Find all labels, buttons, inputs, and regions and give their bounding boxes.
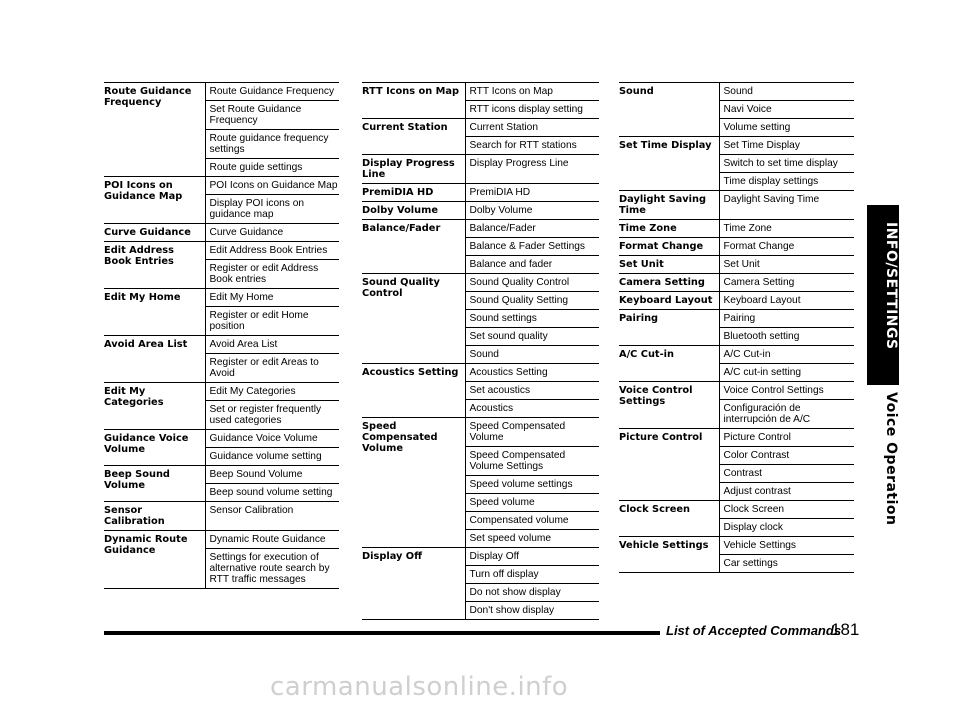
command-phrase: Sound: [719, 83, 854, 101]
command-phrase: Avoid Area List: [205, 336, 339, 354]
command-name: Edit My Categories: [104, 383, 205, 430]
command-row: [104, 224, 339, 242]
command-phrase: Clock Screen: [719, 501, 854, 519]
command-phrase: Contrast: [719, 465, 854, 483]
command-phrase: Sound Quality Setting: [465, 292, 599, 310]
command-name: Camera Setting: [619, 274, 719, 292]
command-phrase: Switch to set time display: [719, 155, 854, 173]
command-phrase: Color Contrast: [719, 447, 854, 465]
command-row: [362, 418, 599, 447]
command-name: Clock Screen: [619, 501, 719, 537]
command-row: [104, 83, 339, 101]
command-phrase: Keyboard Layout: [719, 292, 854, 310]
command-name: Vehicle Settings: [619, 537, 719, 573]
command-row: [619, 346, 854, 364]
command-phrase: Balance & Fader Settings: [465, 238, 599, 256]
command-name: Dolby Volume: [362, 202, 465, 220]
command-row: [619, 429, 854, 447]
command-phrase: Time display settings: [719, 173, 854, 191]
command-column-2: [362, 82, 599, 620]
section-tab-label-voice-operation: Voice Operation: [883, 392, 899, 526]
command-row: [104, 177, 339, 195]
command-row: [362, 202, 599, 220]
command-phrase: Edit My Home: [205, 289, 339, 307]
command-phrase: Guidance volume setting: [205, 448, 339, 466]
command-phrase: Picture Control: [719, 429, 854, 447]
command-name: Beep Sound Volume: [104, 466, 205, 502]
command-phrase: A/C cut-in setting: [719, 364, 854, 382]
command-phrase: Route Guidance Frequency: [205, 83, 339, 101]
command-phrase: Do not show display: [465, 584, 599, 602]
command-phrase: RTT Icons on Map: [465, 83, 599, 101]
command-table: [619, 82, 854, 573]
command-phrase: Format Change: [719, 238, 854, 256]
command-table: [362, 82, 599, 620]
command-phrase: Search for RTT stations: [465, 137, 599, 155]
command-name: Edit My Home: [104, 289, 205, 336]
command-phrase: Navi Voice: [719, 101, 854, 119]
command-name: Set Unit: [619, 256, 719, 274]
command-row: [104, 336, 339, 354]
command-phrase: Curve Guidance: [205, 224, 339, 242]
command-name: Edit Address Book Entries: [104, 242, 205, 289]
command-phrase: Current Station: [465, 119, 599, 137]
command-table: [104, 82, 339, 589]
command-name: POI Icons on Guidance Map: [104, 177, 205, 224]
command-phrase: Acoustics Setting: [465, 364, 599, 382]
command-row: [619, 501, 854, 519]
command-phrase: Set Unit: [719, 256, 854, 274]
command-name: Speed Compensated Volume: [362, 418, 465, 548]
command-phrase: Configuración de interrupción de A/C: [719, 400, 854, 429]
command-phrase: Compensated volume: [465, 512, 599, 530]
command-phrase: Turn off display: [465, 566, 599, 584]
command-phrase: Display POI icons on guidance map: [205, 195, 339, 224]
command-phrase: Register or edit Home position: [205, 307, 339, 336]
command-row: [619, 292, 854, 310]
command-phrase: Speed volume settings: [465, 476, 599, 494]
command-name: PremiDIA HD: [362, 184, 465, 202]
command-phrase: Beep sound volume setting: [205, 484, 339, 502]
command-phrase: Vehicle Settings: [719, 537, 854, 555]
command-row: [619, 83, 854, 101]
command-name: Sound Quality Control: [362, 274, 465, 364]
command-row: [619, 256, 854, 274]
command-phrase: Dolby Volume: [465, 202, 599, 220]
command-row: [362, 220, 599, 238]
command-name: Time Zone: [619, 220, 719, 238]
command-phrase: Adjust contrast: [719, 483, 854, 501]
command-name: Dynamic Route Guidance: [104, 531, 205, 589]
footer-rule: [104, 631, 660, 635]
command-row: [619, 191, 854, 220]
command-row: [362, 274, 599, 292]
command-row: [362, 184, 599, 202]
command-row: [619, 137, 854, 155]
command-phrase: Set acoustics: [465, 382, 599, 400]
command-row: [362, 119, 599, 137]
command-phrase: Balance/Fader: [465, 220, 599, 238]
command-phrase: Set Time Display: [719, 137, 854, 155]
command-row: [104, 502, 339, 531]
command-name: Acoustics Setting: [362, 364, 465, 418]
command-phrase: POI Icons on Guidance Map: [205, 177, 339, 195]
command-phrase: Pairing: [719, 310, 854, 328]
command-phrase: Set speed volume: [465, 530, 599, 548]
command-phrase: Register or edit Address Book entries: [205, 260, 339, 289]
command-row: [104, 430, 339, 448]
command-name: Balance/Fader: [362, 220, 465, 274]
command-phrase: Bluetooth setting: [719, 328, 854, 346]
command-row: [104, 466, 339, 484]
command-name: A/C Cut-in: [619, 346, 719, 382]
command-phrase: Sound Quality Control: [465, 274, 599, 292]
command-phrase: A/C Cut-in: [719, 346, 854, 364]
command-phrase: Volume setting: [719, 119, 854, 137]
command-row: [619, 238, 854, 256]
command-phrase: Balance and fader: [465, 256, 599, 274]
command-phrase: Don't show display: [465, 602, 599, 620]
command-phrase: Speed Compensated Volume Settings: [465, 447, 599, 476]
command-phrase: Speed volume: [465, 494, 599, 512]
command-phrase: Settings for execution of alternative route search by RTT traffic messages: [205, 549, 339, 589]
command-row: [362, 155, 599, 184]
command-name: Avoid Area List: [104, 336, 205, 383]
command-phrase: Acoustics: [465, 400, 599, 418]
command-name: Keyboard Layout: [619, 292, 719, 310]
command-phrase: Camera Setting: [719, 274, 854, 292]
command-row: [619, 220, 854, 238]
section-tab-label-info-settings: INFO/SETTINGS: [883, 222, 899, 350]
command-name: Pairing: [619, 310, 719, 346]
command-phrase: Edit My Categories: [205, 383, 339, 401]
command-phrase: Sound settings: [465, 310, 599, 328]
command-phrase: Sensor Calibration: [205, 502, 339, 531]
command-phrase: Route guidance frequency settings: [205, 130, 339, 159]
command-name: Set Time Display: [619, 137, 719, 191]
command-phrase: Sound: [465, 346, 599, 364]
command-phrase: Display clock: [719, 519, 854, 537]
command-row: [362, 548, 599, 566]
command-phrase: Car settings: [719, 555, 854, 573]
command-phrase: Voice Control Settings: [719, 382, 854, 400]
command-name: Format Change: [619, 238, 719, 256]
command-phrase: Edit Address Book Entries: [205, 242, 339, 260]
command-row: [619, 274, 854, 292]
command-name: RTT Icons on Map: [362, 83, 465, 119]
command-column-3: [619, 82, 854, 573]
command-phrase: Route guide settings: [205, 159, 339, 177]
command-phrase: PremiDIA HD: [465, 184, 599, 202]
command-column-1: [104, 82, 339, 589]
command-row: [104, 531, 339, 549]
command-phrase: RTT icons display setting: [465, 101, 599, 119]
command-name: Picture Control: [619, 429, 719, 501]
command-row: [619, 537, 854, 555]
command-phrase: Daylight Saving Time: [719, 191, 854, 220]
command-name: Display Off: [362, 548, 465, 620]
command-row: [619, 310, 854, 328]
page-number: 181: [831, 620, 860, 639]
command-row: [362, 364, 599, 382]
command-phrase: Time Zone: [719, 220, 854, 238]
command-phrase: Display Off: [465, 548, 599, 566]
command-phrase: Speed Compensated Volume: [465, 418, 599, 447]
command-row: [619, 382, 854, 400]
footer-title: List of Accepted Commands: [666, 623, 842, 638]
command-row: [104, 289, 339, 307]
command-name: Sensor Calibration: [104, 502, 205, 531]
command-name: Display Progress Line: [362, 155, 465, 184]
command-phrase: Set Route Guidance Frequency: [205, 101, 339, 130]
command-row: [104, 242, 339, 260]
command-name: Guidance Voice Volume: [104, 430, 205, 466]
command-phrase: Display Progress Line: [465, 155, 599, 184]
command-name: Daylight Saving Time: [619, 191, 719, 220]
command-phrase: Register or edit Areas to Avoid: [205, 354, 339, 383]
command-row: [104, 383, 339, 401]
command-phrase: Beep Sound Volume: [205, 466, 339, 484]
command-name: Curve Guidance: [104, 224, 205, 242]
command-phrase: Guidance Voice Volume: [205, 430, 339, 448]
watermark: carmanualsonline.info: [270, 672, 569, 702]
command-name: Route Guidance Frequency: [104, 83, 205, 177]
command-phrase: Set sound quality: [465, 328, 599, 346]
command-phrase: Set or register frequently used categories: [205, 401, 339, 430]
command-name: Voice Control Settings: [619, 382, 719, 429]
command-name: Current Station: [362, 119, 465, 155]
command-phrase: Dynamic Route Guidance: [205, 531, 339, 549]
command-row: [362, 83, 599, 101]
command-name: Sound: [619, 83, 719, 137]
